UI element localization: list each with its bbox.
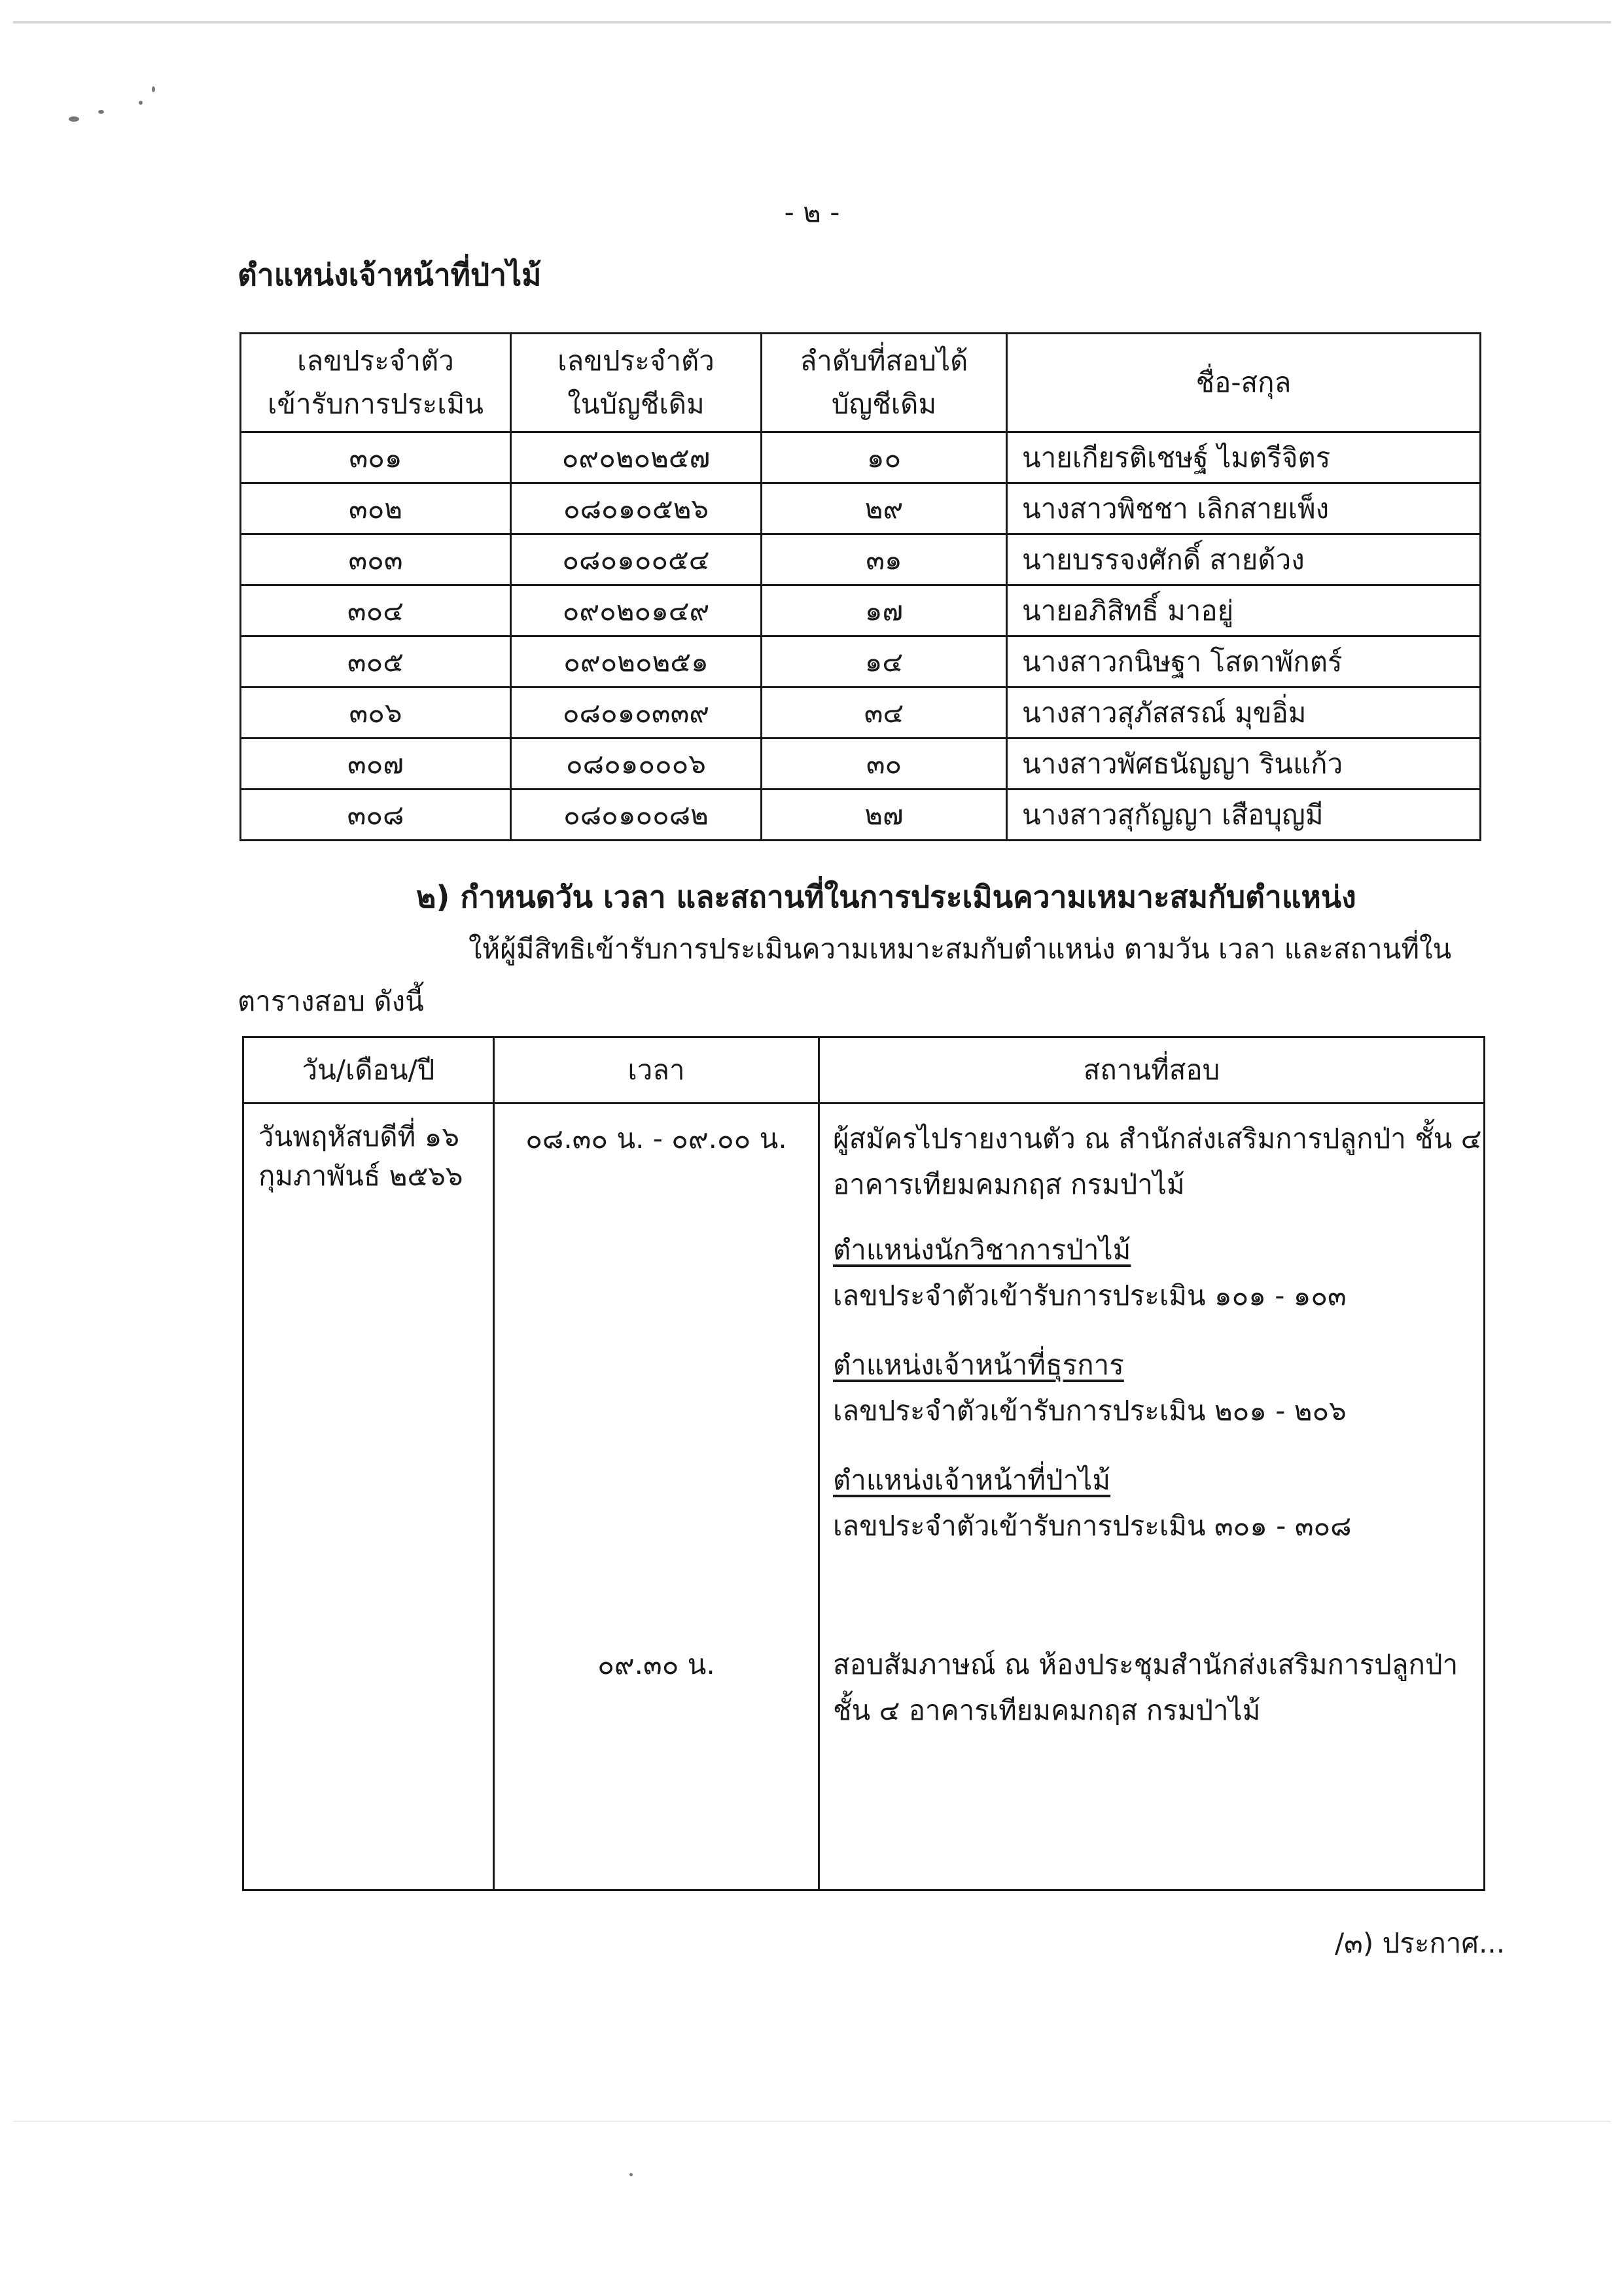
scan-border-bottom [13, 2121, 1611, 2122]
scan-border-top [13, 21, 1611, 24]
candidates-table-header-row [241, 334, 1481, 432]
assessment-id-cell: ๓๐๔ [241, 585, 511, 636]
name-cell: นางสาวสุกัญญา เสือบุญมี [1007, 790, 1481, 841]
table-row [241, 636, 1481, 687]
date-line: วันพฤหัสบดีที่ ๑๖ [258, 1121, 460, 1153]
name-cell: นางสาวสุภัสสรณ์ มุขอิ่ม [1007, 687, 1481, 739]
old-id-cell: ๐๙๐๒๐๒๕๗ [511, 432, 762, 483]
name-cell: นางสาวกนิษฐา โสดาพักตร์ [1007, 636, 1481, 687]
old-id-cell: ๐๙๐๒๐๒๕๑ [511, 636, 762, 687]
header-venue: สถานที่สอบ [819, 1037, 1485, 1104]
rank-cell: ๒๗ [762, 790, 1007, 841]
assessment-id-cell: ๓๐๑ [241, 432, 511, 483]
position-title: ตำแหน่งเจ้าหน้าที่ธุรการ [833, 1349, 1124, 1381]
header-old-list-id: เลขประจำตัว ในบัญชีเดิม [511, 334, 762, 432]
schedule-row [243, 1104, 1485, 1890]
report-instruction: ผู้สมัครไปรายงานตัว ณ สำนักส่งเสริมการปลูกป่า ชั้น ๔ [833, 1122, 1482, 1155]
assessment-id-cell: ๓๐๒ [241, 483, 511, 534]
table-row [241, 483, 1481, 534]
header-old-list-rank: ลำดับที่สอบได้ บัญชีเดิม [762, 334, 1007, 432]
scan-speck [139, 101, 143, 105]
old-id-cell: ๐๘๐๑๐๓๓๙ [511, 687, 762, 739]
time-slot-interview: ๐๙.๓๐ น. [597, 1648, 715, 1680]
interview-instruction: สอบสัมภาษณ์ ณ ห้องประชุมสำนักส่งเสริมการปลูกป่า [833, 1648, 1458, 1680]
schedule-table-header-row [243, 1037, 1485, 1104]
scan-speck [98, 110, 104, 114]
old-id-cell: ๐๘๐๑๐๕๒๖ [511, 483, 762, 534]
header-full-name: ชื่อ-สกุล [1007, 334, 1481, 432]
header-assessment-id: เลขประจำตัว เข้ารับการประเมิน [241, 334, 511, 432]
time-slot-report: ๐๘.๓๐ น. - ๐๙.๐๐ น. [525, 1122, 787, 1155]
name-cell: นายเกียรติเชษฐ์ ไมตรีจิตร [1007, 432, 1481, 483]
time-cell [494, 1104, 819, 1890]
rank-cell: ๓๐ [762, 739, 1007, 790]
name-cell: นางสาวพัศธนัญญา รินแก้ว [1007, 739, 1481, 790]
paragraph-line: ให้ผู้มีสิทธิเข้ารับการประเมินความเหมาะสมกับตำแหน่ง ตามวัน เวลา และสถานที่ใน [468, 933, 1452, 965]
continuation-marker: /๓) ประกาศ... [1335, 1927, 1506, 1959]
rank-cell: ๑๔ [762, 636, 1007, 687]
assessment-id-cell: ๓๐๕ [241, 636, 511, 687]
candidates-table [239, 332, 1481, 841]
assessment-id-cell: ๓๐๘ [241, 790, 511, 841]
name-cell: นายบรรจงศักดิ์ สายด้วง [1007, 534, 1481, 585]
date-line: กุมภาพันธ์ ๒๕๖๖ [258, 1160, 463, 1192]
rank-cell: ๒๙ [762, 483, 1007, 534]
name-cell: นางสาวพิชชา เลิกสายเพ็ง [1007, 483, 1481, 534]
rank-cell: ๓๔ [762, 687, 1007, 739]
section-heading: ตำแหน่งเจ้าหน้าที่ป่าไม้ [238, 257, 542, 292]
table-row [241, 534, 1481, 585]
position-id-range: เลขประจำตัวเข้ารับการประเมิน ๒๐๑ - ๒๐๖ [833, 1395, 1347, 1427]
venue-cell [819, 1104, 1485, 1890]
table-row [241, 687, 1481, 739]
report-instruction: อาคารเทียมคมกฤส กรมป่าไม้ [833, 1168, 1185, 1200]
scan-speck [69, 116, 79, 122]
rank-cell: ๓๑ [762, 534, 1007, 585]
old-id-cell: ๐๘๐๑๐๐๐๖ [511, 739, 762, 790]
date-cell [243, 1104, 494, 1890]
table-row [241, 739, 1481, 790]
old-id-cell: ๐๙๐๒๐๑๔๙ [511, 585, 762, 636]
rank-cell: ๑๐ [762, 432, 1007, 483]
assessment-id-cell: ๓๐๓ [241, 534, 511, 585]
assessment-id-cell: ๓๐๗ [241, 739, 511, 790]
name-cell: นายอภิสิทธิ์ มาอยู่ [1007, 585, 1481, 636]
schedule-table [242, 1036, 1485, 1891]
header-date: วัน/เดือน/ปี [243, 1037, 494, 1104]
paragraph-line: ตารางสอบ ดังนี้ [238, 985, 424, 1017]
scan-speck [629, 2173, 633, 2176]
assessment-id-cell: ๓๐๖ [241, 687, 511, 739]
interview-instruction: ชั้น ๔ อาคารเทียมคมกฤส กรมป่าไม้ [833, 1694, 1261, 1726]
page-number: - ๒ - [784, 196, 840, 228]
old-id-cell: ๐๘๐๑๐๐๘๒ [511, 790, 762, 841]
rank-cell: ๑๗ [762, 585, 1007, 636]
position-title: ตำแหน่งเจ้าหน้าที่ป่าไม้ [833, 1464, 1111, 1496]
table-row [241, 585, 1481, 636]
old-id-cell: ๐๘๐๑๐๐๕๔ [511, 534, 762, 585]
scan-speck [152, 86, 155, 92]
position-id-range: เลขประจำตัวเข้ารับการประเมิน ๓๐๑ - ๓๐๘ [833, 1510, 1352, 1542]
position-id-range: เลขประจำตัวเข้ารับการประเมิน ๑๐๑ - ๑๐๓ [833, 1279, 1347, 1312]
table-row [241, 790, 1481, 841]
position-title: ตำแหน่งนักวิชาการป่าไม้ [833, 1234, 1131, 1266]
header-time: เวลา [494, 1037, 819, 1104]
subsection-heading: ๒) กำหนดวัน เวลา และสถานที่ในการประเมินความเหมาะสมกับตำแหน่ง [416, 879, 1356, 914]
table-row [241, 432, 1481, 483]
